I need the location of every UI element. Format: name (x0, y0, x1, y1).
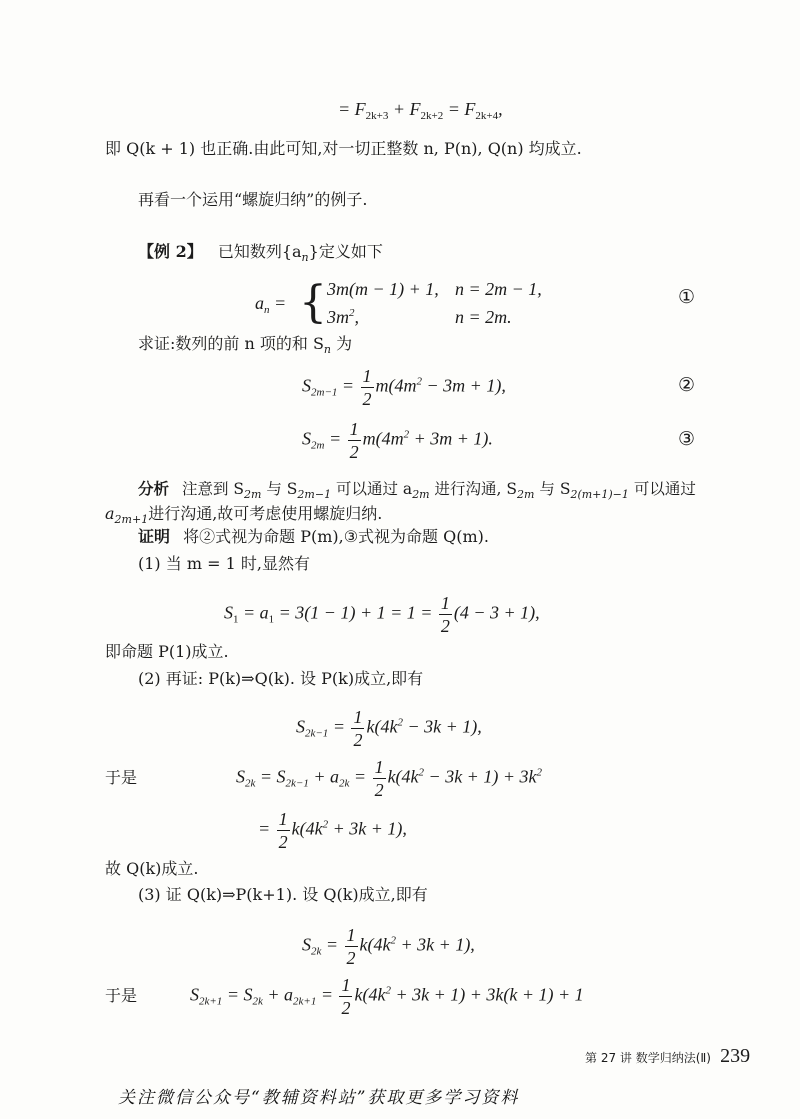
equation-tag-2: ② (678, 374, 696, 396)
derivation-s2k1: $S_{2k+1} = S_{2k} + a_{2k+1}$ = $\frac{1}{2}$ $k(4k^2 + 3k + 1) + 3k(k + 1) + 1$ (190, 975, 584, 1018)
page-number: 239 (720, 1045, 751, 1067)
paragraph-conclusion: 即 Q(k + 1) 也正确.由此可知,对一切正整数 n, P(n), Q(n) 均成立. (105, 139, 582, 158)
proof-step-3: (3) 证 Q(k)⇒P(k+1). 设 Q(k)成立,即有 (138, 885, 428, 904)
page-footer (585, 1046, 750, 1066)
fraction-half: $\frac{1}{2}$ (362, 366, 372, 409)
proof-heading: 证明 将②式视为命题 P(m),③式视为命题 Q(m). (138, 527, 489, 546)
hypothesis-q: $S_{2k}$ = $\frac{1}{2}$ $k(4k^2 + 3k + 1)$, (302, 925, 475, 968)
example-heading: 【例 2】 已知数列$\{a_n\}$定义如下 (138, 242, 383, 264)
derivation-s2k: $S_{2k} = S_{2k-1} + a_{2k}$ = $\frac{1}{2}$ $k(4k^2 - 3k + 1) + 3k^2$ (236, 757, 542, 800)
fraction-half: $\frac{1}{2}$ (341, 975, 351, 1018)
q-conclusion: 故 Q(k)成立. (105, 859, 199, 878)
example-label: 【例 2】 (138, 242, 203, 261)
paragraph-prove: 求证:数列的前 n 项的和 $S_n$ 为 (138, 334, 353, 356)
yushi-label-2: 于是 (105, 986, 138, 1005)
yushi-label-1: 于是 (105, 768, 138, 787)
fraction-half: $\frac{1}{2}$ (374, 757, 384, 800)
proof-label: 证明 (138, 527, 171, 546)
derivation-s2k-result: = $\frac{1}{2}$ $k(4k^2 + 3k + 1)$, (258, 809, 407, 852)
fraction-half: $\frac{1}{2}$ (349, 419, 359, 462)
fraction-half: $\frac{1}{2}$ (440, 593, 450, 636)
analysis-paragraph-cont: $a_{2m+1}$进行沟通,故可考虑使用螺旋归纳. (105, 504, 383, 526)
left-brace: { (299, 277, 327, 328)
equation-tag-1: ① (678, 286, 696, 308)
equation-line-1: = $F_{2k+3} + F_{2k+2} = F_{2k+4}$, (338, 99, 503, 122)
proof-step-2: (2) 再证: P(k)⇒Q(k). 设 P(k)成立,即有 (138, 669, 424, 688)
equation-3: $S_{2m}$ = $\frac{1}{2}$ $m(4m^2 + 3m + 1)$. (302, 419, 493, 462)
fraction-half: $\frac{1}{2}$ (278, 809, 288, 852)
paragraph-intro-example: 再看一个运用“螺旋归纳”的例子. (138, 190, 368, 209)
proof-step-1: (1) 当 m = 1 时,显然有 (138, 554, 310, 573)
chapter-title: 第 27 讲 数学归纳法(Ⅱ) (585, 1051, 711, 1065)
hypothesis-p: $S_{2k-1}$ = $\frac{1}{2}$ $k(4k^2 - 3k + 1)$, (296, 707, 482, 750)
analysis-paragraph: 分析 注意到 $S_{2m}$ 与 $S_{2m-1}$ 可以通过 $a_{2m}$ 进行沟通, $S_{2m}$ 与 $S_{2(m+1)-1}$ 可以通过 (138, 479, 696, 501)
watermark-text: 关注微信公众号“教辅资料站”获取更多学习资料 (118, 1088, 520, 1108)
base-case-equation: $S_1 = a_1 = 3(1 - 1) + 1 = 1$ = $\frac{1}{2}$ (4 − 3 + 1), (224, 593, 540, 636)
base-case-conclusion: 即命题 P(1)成立. (105, 642, 229, 661)
fraction-half: $\frac{1}{2}$ (346, 925, 356, 968)
analysis-label: 分析 (138, 479, 170, 498)
equation-2: $S_{2m-1}$ = $\frac{1}{2}$ $m(4m^2 - 3m + 1)$, (302, 366, 506, 409)
fraction-half: $\frac{1}{2}$ (353, 707, 363, 750)
equation-tag-3: ③ (678, 428, 696, 450)
